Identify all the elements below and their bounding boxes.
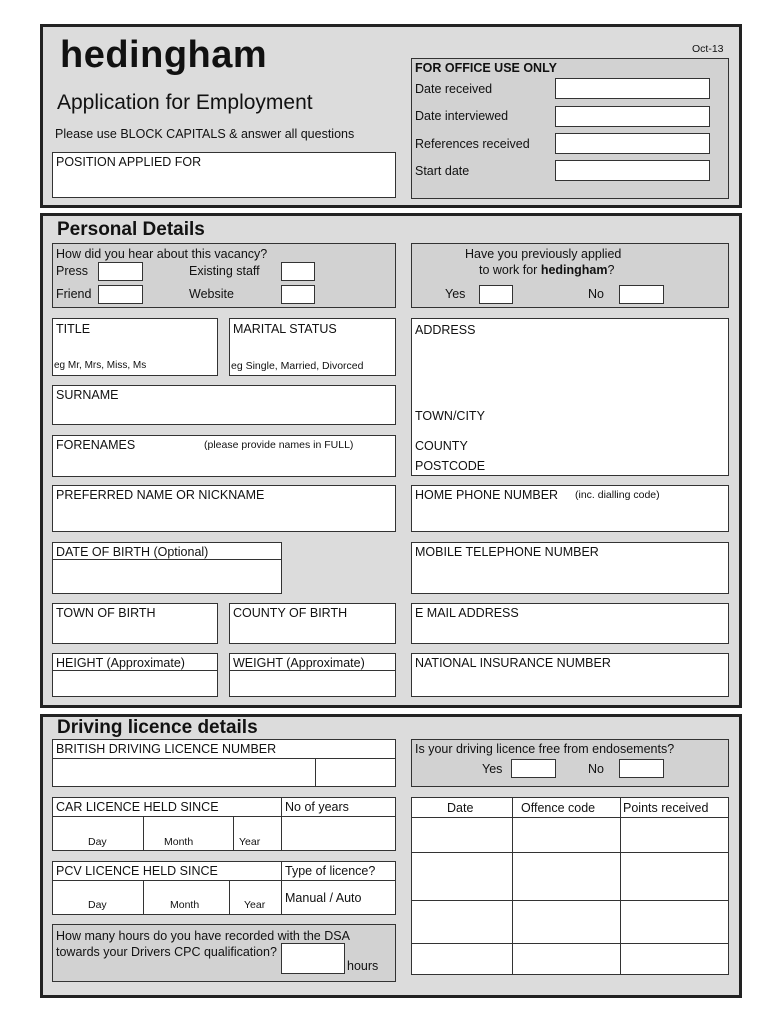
date-code: Oct-13 [692, 43, 724, 55]
pcv-year-label: Year [244, 899, 266, 911]
county-of-birth-field[interactable] [229, 603, 396, 644]
home-phone-field[interactable] [411, 485, 729, 532]
marital-status-label: MARITAL STATUS [233, 322, 337, 336]
forenames-hint: (please provide names in FULL) [204, 439, 354, 451]
surname-field[interactable] [52, 385, 396, 425]
references-received-field[interactable] [555, 133, 710, 154]
car-year-input[interactable] [234, 817, 280, 849]
car-no-years-input[interactable] [282, 817, 394, 849]
marital-status-field[interactable] [229, 318, 396, 376]
hours-label: hours [347, 959, 379, 973]
offence-col-line-2 [620, 817, 621, 974]
height-label: HEIGHT (Approximate) [56, 656, 185, 670]
date-interviewed-field[interactable] [555, 106, 710, 127]
offence-table-header-line [412, 817, 728, 818]
weight-field[interactable] [229, 653, 396, 697]
start-date-label: Start date [415, 164, 470, 178]
cpc-question: How many hours do you have recorded with the DSA towards your Drivers CPC qualification? [56, 929, 350, 959]
references-received-label: References received [415, 137, 530, 151]
date-interviewed-label: Date interviewed [415, 109, 509, 123]
home-phone-hint: (inc. dialling code) [575, 489, 660, 501]
website-checkbox[interactable] [281, 285, 315, 304]
licence-number-divider [53, 758, 395, 759]
previously-applied-line2 [479, 264, 614, 277]
press-label: Press [56, 264, 88, 278]
offence-row-line-3 [412, 943, 728, 944]
company-logo: hedingham [60, 34, 268, 76]
existing-staff-label: Existing staff [189, 264, 260, 278]
start-date-field[interactable] [555, 160, 710, 181]
office-use-heading: FOR OFFICE USE ONLY [415, 61, 557, 75]
address-label: ADDRESS [415, 323, 476, 337]
applied-no-label: No [588, 287, 604, 301]
weight-divider [230, 670, 395, 671]
endorsements-yes-checkbox[interactable] [511, 759, 556, 778]
national-insurance-field[interactable] [411, 653, 729, 697]
licence-number-field[interactable] [52, 739, 396, 787]
offence-col-split-2 [620, 798, 621, 817]
car-licence-label: CAR LICENCE HELD SINCE [56, 800, 219, 814]
endorsements-question: Is your driving licence free from endosements? [415, 742, 675, 756]
title-hint: eg Mr, Mrs, Miss, Ms [54, 360, 147, 371]
surname-label: SURNAME [56, 388, 119, 402]
form-title: Application for Employment [57, 91, 313, 114]
date-received-label: Date received [415, 82, 493, 96]
car-day-label: Day [88, 836, 107, 848]
licence-number-split [315, 758, 316, 786]
previously-applied-line1: Have you previously applied [465, 247, 622, 261]
car-month-input[interactable] [144, 817, 232, 849]
email-label: E MAIL ADDRESS [415, 606, 519, 620]
friend-checkbox[interactable] [98, 285, 143, 304]
type-of-licence-label: Type of licence? [285, 864, 376, 878]
postcode-label: POSTCODE [415, 459, 486, 473]
town-city-label: TOWN/CITY [415, 409, 485, 423]
position-applied-label: POSITION APPLIED FOR [56, 155, 202, 169]
car-month-label: Month [164, 836, 194, 848]
offence-row-line-1 [412, 852, 728, 853]
offence-header-date: Date [447, 801, 474, 815]
website-label: Website [189, 287, 234, 301]
national-insurance-label: NATIONAL INSURANCE NUMBER [415, 656, 611, 670]
car-no-years-label: No of years [285, 800, 349, 814]
pcv-year-input[interactable] [230, 881, 280, 913]
endorsements-yes-label: Yes [482, 762, 503, 776]
previously-applied-company: hedingham [540, 263, 608, 277]
car-year-label: Year [239, 836, 261, 848]
instruction-text: Please use BLOCK CAPITALS & answer all questions [55, 127, 355, 141]
position-applied-field[interactable] [52, 152, 396, 198]
date-received-field[interactable] [555, 78, 710, 99]
offence-row-line-2 [412, 900, 728, 901]
cpc-hours-input[interactable] [281, 943, 345, 974]
previously-applied-suffix: ? [607, 263, 615, 277]
offence-header-code: Offence code [521, 801, 596, 815]
previously-applied-box [411, 243, 729, 308]
applied-yes-checkbox[interactable] [479, 285, 513, 304]
home-phone-label: HOME PHONE NUMBER [415, 488, 559, 502]
press-checkbox[interactable] [98, 262, 143, 281]
town-of-birth-field[interactable] [52, 603, 218, 644]
endorsements-box [411, 739, 729, 787]
offence-table [411, 797, 729, 975]
date-of-birth-divider [53, 559, 281, 560]
applied-yes-label: Yes [445, 287, 466, 301]
pcv-licence-label: PCV LICENCE HELD SINCE [56, 864, 218, 878]
pcv-month-label: Month [170, 899, 200, 911]
marital-status-hint: eg Single, Married, Divorced [231, 360, 364, 372]
licence-number-label: BRITISH DRIVING LICENCE NUMBER [56, 742, 277, 756]
town-of-birth-label: TOWN OF BIRTH [56, 606, 156, 620]
pcv-day-label: Day [88, 899, 107, 911]
title-field[interactable] [52, 318, 218, 376]
height-divider [53, 670, 217, 671]
driving-licence-heading: Driving licence details [57, 717, 258, 738]
county-label: COUNTY [415, 439, 468, 453]
vacancy-question: How did you hear about this vacancy? [56, 247, 268, 261]
date-of-birth-field[interactable] [52, 542, 282, 594]
friend-label: Friend [56, 287, 92, 301]
mobile-phone-field[interactable] [411, 542, 729, 594]
height-field[interactable] [52, 653, 218, 697]
forenames-field[interactable] [52, 435, 396, 477]
car-day-input[interactable] [54, 817, 142, 849]
endorsements-no-label: No [588, 762, 604, 776]
title-label: TITLE [56, 322, 91, 336]
forenames-label: FORENAMES [56, 438, 136, 452]
pcv-month-input[interactable] [144, 881, 228, 913]
existing-staff-checkbox[interactable] [281, 262, 315, 281]
manual-auto-selector[interactable] [282, 881, 394, 913]
endorsements-no-checkbox[interactable] [619, 759, 664, 778]
email-field[interactable] [411, 603, 729, 644]
preferred-name-label: PREFERRED NAME OR NICKNAME [56, 488, 265, 502]
mobile-phone-label: MOBILE TELEPHONE NUMBER [415, 545, 599, 559]
date-of-birth-label: DATE OF BIRTH (Optional) [56, 545, 209, 559]
preferred-name-field[interactable] [52, 485, 396, 532]
manual-auto-label: Manual / Auto [285, 891, 362, 905]
applied-no-checkbox[interactable] [619, 285, 664, 304]
offence-col-split-1 [512, 798, 513, 817]
previously-applied-prefix: to work for [479, 263, 541, 277]
personal-details-heading: Personal Details [57, 219, 205, 240]
county-of-birth-label: COUNTY OF BIRTH [233, 606, 348, 620]
weight-label: WEIGHT (Approximate) [233, 656, 365, 670]
offence-col-line-1 [512, 817, 513, 974]
address-field[interactable] [411, 318, 729, 476]
offence-header-points: Points received [623, 801, 709, 815]
pcv-day-input[interactable] [54, 881, 142, 913]
